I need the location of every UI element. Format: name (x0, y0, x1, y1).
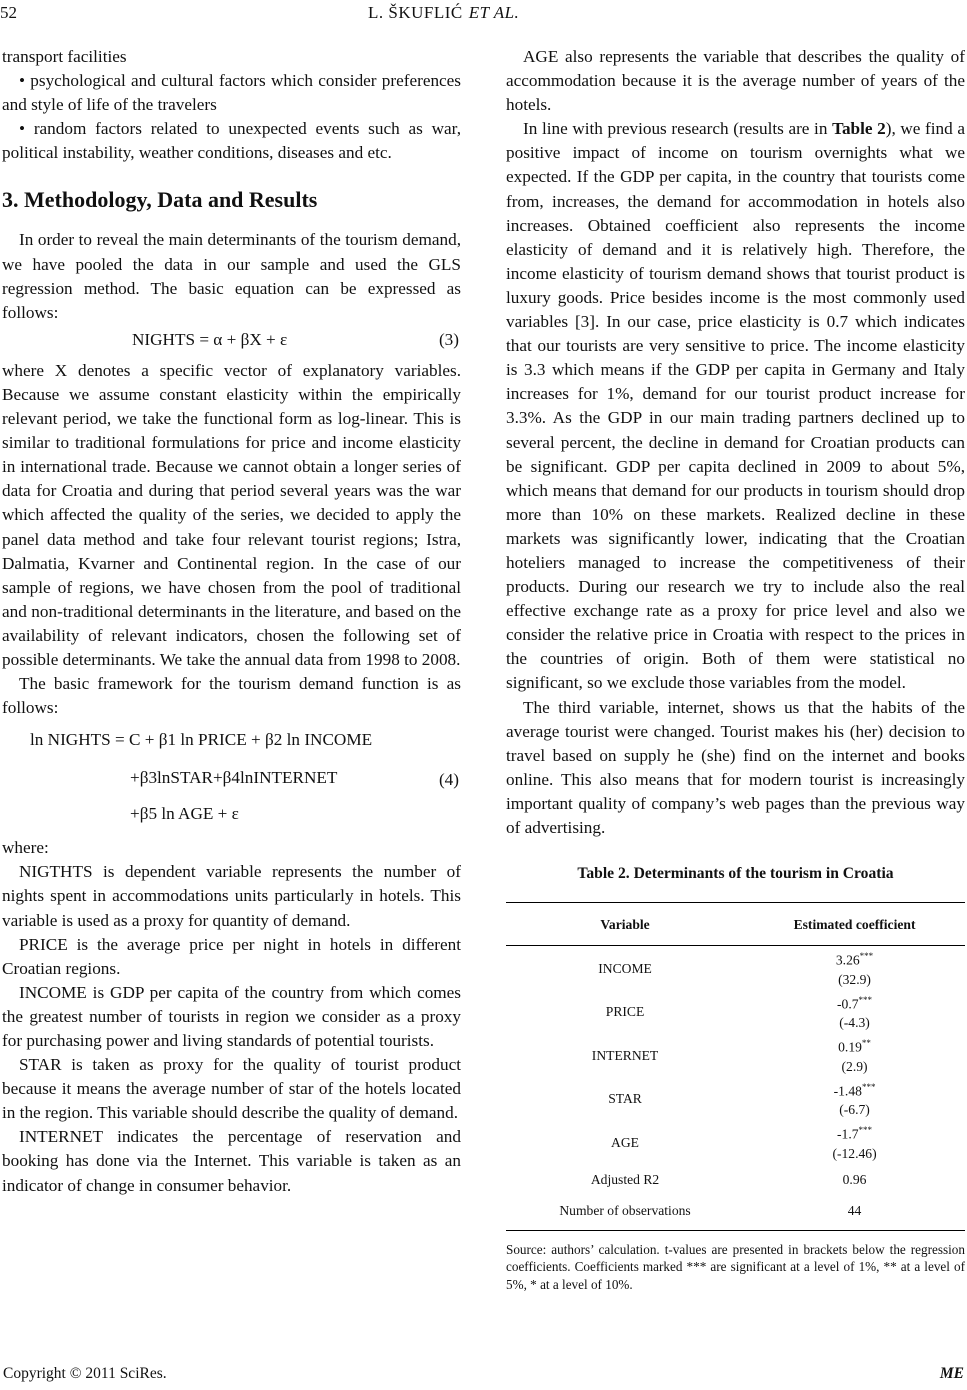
significance-stars: ** (861, 1038, 871, 1049)
table-row (506, 990, 965, 1034)
equation-3-number: (3) (438, 329, 459, 349)
coefficient-value: -1.7 (837, 1126, 859, 1142)
table-row (506, 1120, 965, 1164)
paragraph (506, 117, 965, 695)
paragraph: AGE also represents the variable that describes the quality of accommodation because it is the average number of years of the hotels. (506, 47, 965, 115)
paragraph: INCOME is GDP per capita of the country from which comes the greatest number of tourists in region we consider as a proxy for purchasing power and living standards of potential tourists. (2, 982, 461, 1050)
variable-cell: PRICE (605, 1004, 645, 1020)
significance-stars: *** (861, 1081, 876, 1092)
variable-cell: AGE (611, 1134, 639, 1150)
section-heading: 3. Methodology, Data and Results (2, 187, 318, 213)
text-run: In line with previous research (results are in (523, 119, 833, 139)
table-row (506, 1033, 965, 1077)
column-header: Estimated coefficient (744, 903, 965, 946)
t-value: (-6.7) (839, 1102, 870, 1118)
paragraph: PRICE is the average price per night in hotels in different Croatian regions. (2, 934, 461, 978)
table-row (506, 946, 965, 990)
header-et-al: ET AL. (468, 3, 520, 22)
significance-stars: *** (858, 1125, 873, 1136)
variable-cell: Number of observations (506, 1195, 744, 1231)
page-number: 52 (0, 3, 17, 22)
significance-stars: *** (858, 994, 873, 1005)
paragraph: INTERNET indicates the percentage of reservation and booking has done via the Internet. This variable is taken as an indicator of change in consumer behavior. (2, 1127, 461, 1195)
equation-4-line-1: ln NIGHTS = C + β1 ln PRICE + β2 ln INCOME (30, 730, 373, 750)
coefficient-cell (744, 1033, 965, 1077)
paragraph: NIGTHTS is dependent variable represents the number of nights spent in accommodations units particularly in hotels. This variable is used as a proxy for quantity of demand. (2, 862, 461, 930)
equation-4-line-3: +β5 ln AGE + ε (130, 804, 239, 824)
coefficient-value: -1.48 (833, 1083, 862, 1099)
variable-cell: INTERNET (591, 1047, 659, 1063)
table-row (506, 1195, 965, 1231)
results-table (506, 902, 965, 1231)
variable-cell: STAR (608, 1091, 642, 1107)
t-value: (32.9) (838, 971, 871, 987)
table-reference[interactable]: Table 2 (832, 119, 886, 139)
equation-4-line-2: +β3lnSTAR+β4lnINTERNET (130, 768, 338, 788)
paragraph: transport facilities (2, 47, 127, 66)
table-caption: Table 2. Determinants of the tourism in Croatia (577, 865, 894, 883)
t-value: (2.9) (841, 1058, 868, 1074)
coefficient-cell (744, 1077, 965, 1121)
equation-4 (2, 726, 461, 832)
paragraph: The third variable, internet, shows us that the habits of the average tourist were changed. Tourist makes his (her) decision to travel based on supply he (she) find on the internet and books online. This also means that for modern tourist is increasingly important quality of company’s web pages than the previous way of advertising. (506, 697, 965, 837)
coefficient-value: 0.19 (838, 1039, 862, 1055)
header-authors: L. ŠKUFLIĆ (368, 3, 463, 22)
bullet-item: • random factors related to unexpected events such as war, political instability, weather conditions, diseases and etc. (2, 119, 461, 163)
table-note: Source: authors’ calculation. t-values are presented in brackets below the regression coefficients. Coefficients marked *** are significant at a level of 1%, ** at a level of 5%, * at a level of 10%. (506, 1241, 965, 1292)
text-run: ), we find a positive impact of income on tourism overnights what we expected. If the GDP per capita, in the country that tourists come from, increases, the demand for accommodation in hotels also increases. Obtained coefficient also represents the income elasticity of demand and it is relatively high. Therefore, the income elasticity of tourism demand shows that tourist product is luxury goods. Price besides income is the most commonly used variables [3]. In our case, price elasticity is 0.7 which indicates that our tourists are very sensitive to price. The income elasticity is 3.3 which means if the GDP per capita in Germany and Italy increases for 1%, demand for our tourist product increase for 3.3%. As the GDP in our main trading partners declined up to several percent, the decline in demand for Croatian products can be significant. GDP per capita declined in 2009 to about 5%, which means that demand for our products in tourism should drop more than 10% on these markets. Realized decline in these markets was significantly lower, indicating that the Croatian hoteliers managed to increase the competitiveness of their products. During our research we try to include also the real effective exchange rate as a proxy for price level and also we consider the relative price in Croatia with respect to the prices in the countries of origin. Both of them were statistical no significant, so we exclude those variables from the model. (506, 119, 965, 693)
paragraph: In order to reveal the main determinants of the tourism demand, we have pooled the data in our sample and used the GLS regression method. The basic equation can be expressed as follows: (2, 230, 461, 322)
running-header (368, 3, 519, 23)
equation-4-number: (4) (438, 770, 459, 790)
bullet-item: • psychological and cultural factors which consider preferences and style of life of the travelers (2, 71, 461, 115)
variable-cell: INCOME (598, 960, 652, 976)
paragraph: The basic framework for the tourism demand function is as follows: (2, 674, 461, 718)
table-header-row (506, 903, 965, 946)
paragraph: STAR is taken as proxy for the quality of tourist product because it means the average number of star of the hotels located in the region. This variable should describe the quality of demand. (2, 1055, 461, 1123)
coefficient-cell (744, 1120, 965, 1164)
value-cell: 44 (744, 1195, 965, 1231)
column-header: Variable (506, 903, 744, 946)
t-value: (-4.3) (839, 1015, 870, 1031)
equation-3 (2, 325, 461, 359)
right-column (506, 45, 965, 1293)
significance-stars: *** (859, 951, 874, 962)
equation-3-body: NIGHTS = α + βX + ε (132, 329, 288, 349)
footer-journal: ME (939, 1365, 964, 1382)
left-column (2, 45, 461, 1198)
t-value: (-12.46) (832, 1145, 877, 1161)
coefficient-value: -0.7 (837, 996, 859, 1012)
coefficient-cell (744, 990, 965, 1034)
coefficient-value: 3.26 (835, 952, 860, 968)
value-cell: 0.96 (842, 1171, 867, 1187)
table-row (506, 1164, 965, 1195)
footer-copyright: Copyright © 2011 SciRes. (3, 1365, 167, 1382)
paragraph: where X denotes a specific vector of explanatory variables. Because we assume constant elasticity within the empirically relevant period, we take the functional form as log-linear. This is similar to traditional formulations for price and income elasticity in international trade. Because we cannot obtain a longer series of data for Croatia and during that period several years was the war which affected the quality of the series, we decided to apply the panel data method and take four relevant tourist regions; Istra, Dalmatia, Kvarner and Continental region. In the case of our sample of regions, we have chosen from the pool of traditional and non-traditional determinants in the literature, and based on the availability of relevant indicators, chosen the following set of possible determinants. We take the annual data from 1998 to 2008. (2, 360, 461, 669)
coefficient-cell (744, 946, 965, 990)
table-row (506, 1077, 965, 1121)
paragraph: where: (2, 838, 49, 858)
variable-cell: Adjusted R2 (590, 1171, 660, 1187)
